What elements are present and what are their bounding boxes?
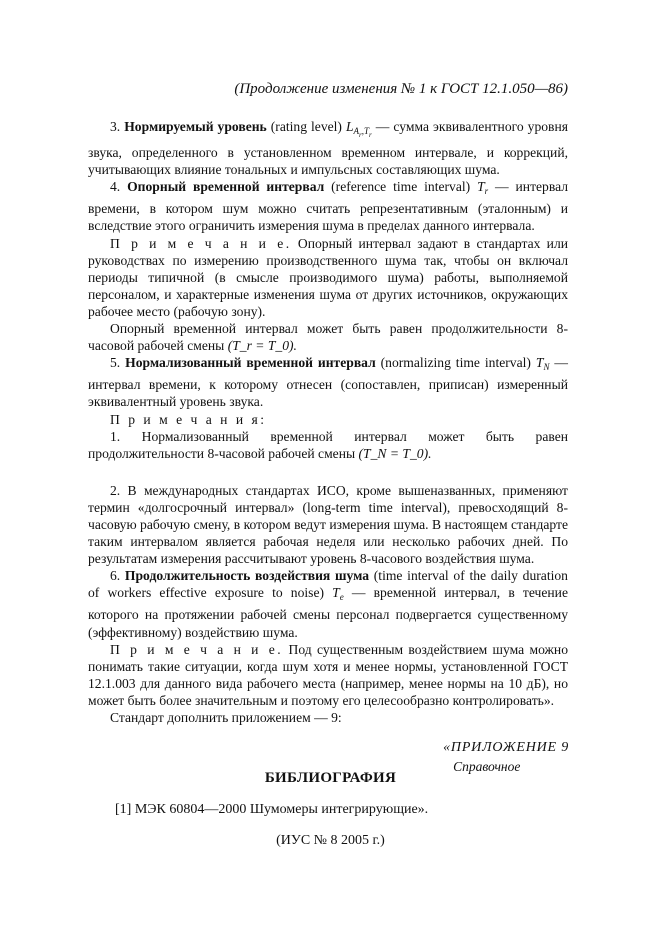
note-list-1-paragraph (88, 428, 568, 462)
item-4-paragraph (88, 178, 568, 234)
note-2-label: П р и м е ч а н и е. (110, 641, 284, 657)
item-3-english: (rating level) (270, 119, 342, 134)
item-3-paragraph (88, 118, 568, 178)
item-4-text: — интервал времени, в котором шум можно считать репрезентативным (эталонным) и вследствие этого ограничить измерения шума в пределах данного интервала. (88, 179, 569, 234)
item-6-term: Продолжительность воздействия шума (124, 568, 370, 584)
appendix-subtitle: Справочное (453, 759, 521, 774)
item-3-symbol-main: L (345, 119, 354, 134)
item-4-symbol-main: T (477, 179, 485, 195)
note-list-1-text: 1. Нормализованный временной интервал может быть равен продолжительности 8-часовой рабочей смены (88, 428, 568, 461)
item-3-symbol-subsub: r (359, 131, 362, 139)
item-4-number: 4. (110, 179, 121, 195)
item-6-english: (time interval of the daily duration of workers effective exposure to noise) (88, 568, 568, 601)
item-6-symbol-sub: e (339, 592, 344, 603)
item-5-paragraph (88, 354, 568, 410)
item-5-symbol (535, 355, 550, 373)
ius-reference: (ИУС № 8 2005 г.) (276, 833, 385, 848)
notes-label-paragraph (88, 411, 568, 428)
note-1b-formula: (T_r = T_0). (227, 338, 297, 354)
item-3-symbol: $L_{A_r,T_r}$ (345, 119, 372, 139)
item-5-symbol-main: T (535, 355, 544, 371)
item-6-paragraph (88, 567, 568, 640)
note-list-2-paragraph: 2. В международных стандартах ИСО, кроме вышеназванных, применяют термин «долгосрочный интервал» (long-term time interval), превосходящий 8-часовую рабочую смену, в котором ведут измерения шума. В настоящем стандарте таким интервалом является рабочая неделя или несколько рабочих дней. По результатам измерения рассчитывают уровень 8-часового воздействия шума. (88, 482, 568, 567)
appendix-title: «ПРИЛОЖЕНИЕ 9 (443, 740, 569, 755)
item-3-text: — сумма эквивалентного уровня звука, определенного в установленном временном интервале, и коррекций, учитывающих влияние тональных и импульсных составляющих шума. (88, 119, 569, 178)
bibliography-item: [1] МЭК 60804—2000 Шумомеры интегрирующие». (115, 802, 429, 817)
item-4-symbol (477, 179, 489, 197)
item-6-text: — временной интервал, в течение которого на протяжении рабочей смены персонал подвергается существенному (эффективному) воздействию шума. (88, 585, 568, 640)
item-5-english: (normalizing time interval) (380, 355, 531, 371)
note-2-text: Под существенным воздействием шума можно понимать такие ситуации, когда шум хотя и менее нормы, установленной ГОСТ 12.1.003 для данного вида рабочего места (например, менее нормы на 10 дБ), но может быть более значительным и поэтому его целесообразно контролировать». (88, 641, 568, 708)
item-4-english: (reference time interval) (331, 179, 471, 195)
bibliography-title: БИБЛИОГРАФИЯ (264, 770, 397, 786)
item-6-symbol (332, 585, 344, 603)
item-6-number: 6. (110, 568, 121, 584)
note-1b-paragraph (88, 320, 568, 354)
note-1-paragraph (88, 235, 568, 320)
notes-label: П р и м е ч а н и я: (110, 411, 267, 427)
note-1b-text: Опорный временной интервал может быть равен продолжительности 8-часовой рабочей смены (88, 321, 568, 354)
paragraph-gap (88, 462, 568, 482)
item-5-symbol-sub: N (543, 362, 550, 373)
item-3-number: 3. (110, 119, 121, 134)
item-3-term: Нормируемый уровень (124, 119, 267, 134)
note-list-1-formula: (T_N = T_0). (358, 445, 432, 461)
note-1-text: Опорный интервал задают в стандартах или руководствах по измерению производственного шума так, чтобы он включал периоды типичной (в смысле производимого шума) работы, выполняемой персоналом, и характерные изменения шума от других источников, окружающих рабочее место (рабочую зону). (88, 235, 568, 319)
note-2-paragraph (88, 641, 568, 709)
supplement-paragraph: Стандарт дополнить приложением — 9: (110, 710, 342, 725)
item-4-symbol-sub: r (484, 186, 489, 197)
item-4-term: Опорный временной интервал (127, 179, 325, 195)
main-text (88, 118, 568, 726)
item-6-symbol-main: T (332, 585, 340, 601)
item-5-number: 5. (110, 355, 121, 371)
item-5-text: — интервал времени, к которому отнесен (сопоставлен, приписан) измеренный эквивалентный уровень звука. (88, 355, 568, 410)
item-5-term: Нормализованный временной интервал (125, 355, 376, 371)
note-1-label: П р и м е ч а н и е. (110, 235, 292, 251)
item-3-symbol-sub2: T (364, 126, 370, 136)
item-3-symbol-sub: A (353, 126, 360, 136)
page-header: (Продолжение изменения № 1 к ГОСТ 12.1.050—86) (234, 81, 568, 97)
item-3-symbol-sub2sub: r (369, 131, 372, 139)
